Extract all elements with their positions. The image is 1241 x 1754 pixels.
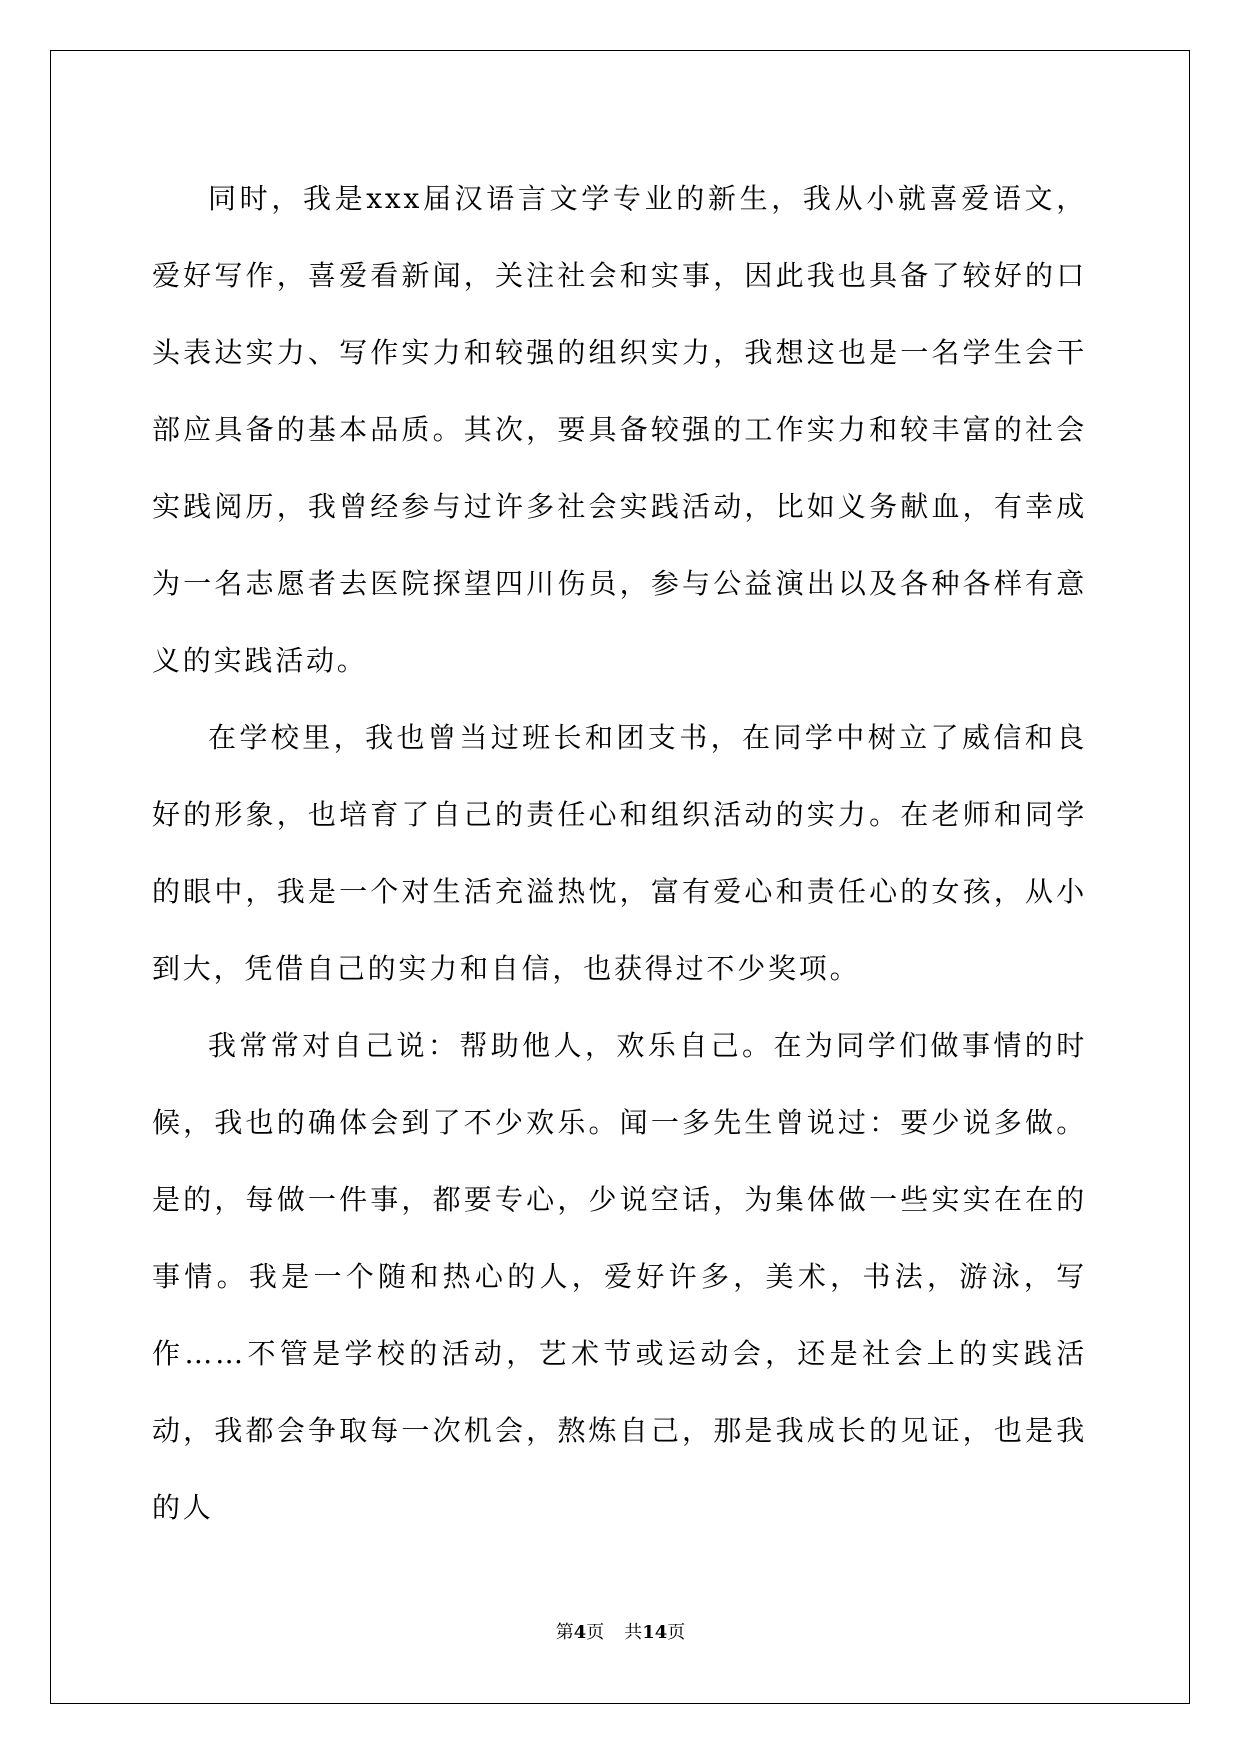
page-footer <box>0 1618 1241 1644</box>
paragraph-3: 我常常对自己说：帮助他人，欢乐自己。在为同学们做事情的时候，我也的确体会到了不少欢乐。闻一多先生曾说过：要少说多做。是的，每做一件事，都要专心，少说空话，为集体做一些实实在在的事情。我是一个随和热心的人，爱好许多，美术，书法，游泳，写作……不管是学校的活动，艺术节或运动会，还是社会上的实践活动，我都会争取每一次机会，熬炼自己，那是我成长的见证，也是我的人 <box>152 1029 1087 1524</box>
page-prefix: 第 <box>555 1622 574 1643</box>
total-page-count: 14 <box>642 1622 668 1643</box>
total-suffix: 页 <box>667 1622 686 1643</box>
total-prefix: 共 <box>624 1622 643 1643</box>
current-page-number: 4 <box>573 1622 587 1643</box>
paragraph-2: 在学校里，我也曾当过班长和团支书，在同学中树立了威信和良好的形象，也培育了自己的责任心和组织活动的实力。在老师和同学的眼中，我是一个对生活充溢热忱，富有爱心和责任心的女孩，从小到大，凭借自己的实力和自信，也获得过不少奖项。 <box>152 721 1087 985</box>
page-suffix: 页 <box>586 1622 605 1643</box>
document-body <box>152 160 1087 1546</box>
paragraph-1: 同时，我是xxx届汉语言文学专业的新生，我从小就喜爱语文，爱好写作，喜爱看新闻，关注社会和实事，因此我也具备了较好的口头表达实力、写作实力和较强的组织实力，我想这也是一名学生会干部应具备的基本品质。其次，要具备较强的工作实力和较丰富的社会实践阅历，我曾经参与过许多社会实践活动，比如义务献血，有幸成为一名志愿者去医院探望四川伤员，参与公益演出以及各种各样有意义的实践活动。 <box>152 182 1087 677</box>
